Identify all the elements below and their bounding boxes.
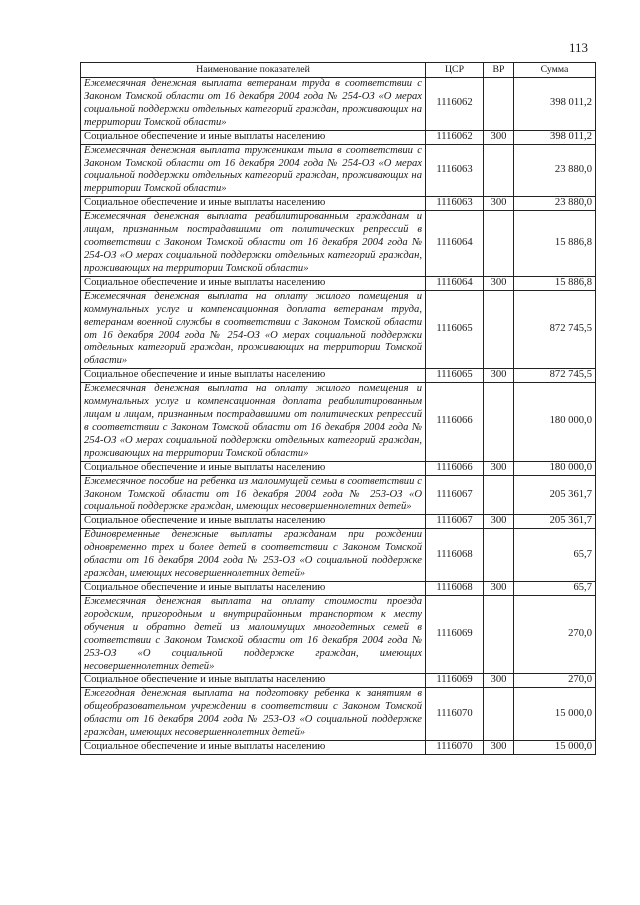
cell-name: Ежемесячная денежная выплата на оплату стоимости проезда городским, пригородным и внутрирайонным транспортом к месту обучения и обратно детей из малоимущих многодетных семей в соответствии с Законом Томской области от 16 декабря 2004 года № 253-ОЗ «О социальной поддержке граждан, имеющих несовершеннолетних детей» [81, 596, 426, 674]
cell-name: Ежемесячное пособие на ребенка из малоимущей семьи в соответствии с Законом Томской области от 16 декабря 2004 года № 253-ОЗ «О социальной поддержке граждан, имеющих несовершеннолетних детей» [81, 475, 426, 515]
table-header-row [81, 63, 596, 78]
cell-vr [484, 596, 514, 674]
cell-csr: 1116065 [426, 369, 484, 383]
cell-vr [484, 475, 514, 515]
cell-csr: 1116067 [426, 475, 484, 515]
cell-name: Социальное обеспечение и иные выплаты населению [81, 582, 426, 596]
cell-vr: 300 [484, 197, 514, 211]
cell-sum: 872 745,5 [514, 369, 596, 383]
cell-sum: 15 000,0 [514, 688, 596, 741]
cell-name: Социальное обеспечение и иные выплаты населению [81, 276, 426, 290]
cell-csr: 1116067 [426, 515, 484, 529]
cell-sum: 872 745,5 [514, 290, 596, 368]
cell-name: Социальное обеспечение и иные выплаты населению [81, 515, 426, 529]
cell-sum: 23 880,0 [514, 144, 596, 197]
cell-name: Социальное обеспечение и иные выплаты населению [81, 741, 426, 755]
cell-name: Социальное обеспечение и иные выплаты населению [81, 130, 426, 144]
header-name: Наименование показателей [81, 63, 426, 78]
cell-sum: 398 011,2 [514, 130, 596, 144]
table-row-item [81, 688, 596, 741]
table-row-item [81, 529, 596, 582]
header-vr: ВР [484, 63, 514, 78]
cell-name: Ежегодная денежная выплата на подготовку ребенка к занятиям в общеобразовательном учреждении в соответствии с Законом Томской области от 16 декабря 2004 года № 253-ОЗ «О социальной поддержке граждан, имеющих несовершеннолетних детей» [81, 688, 426, 741]
cell-csr: 1116068 [426, 529, 484, 582]
cell-vr [484, 211, 514, 277]
cell-name: Социальное обеспечение и иные выплаты населению [81, 369, 426, 383]
table-row-subtotal [81, 515, 596, 529]
cell-sum: 205 361,7 [514, 515, 596, 529]
cell-vr [484, 144, 514, 197]
cell-csr: 1116065 [426, 290, 484, 368]
table-row-subtotal [81, 130, 596, 144]
cell-vr: 300 [484, 582, 514, 596]
cell-csr: 1116069 [426, 674, 484, 688]
cell-csr: 1116062 [426, 130, 484, 144]
cell-sum: 15 886,8 [514, 276, 596, 290]
cell-name: Ежемесячная денежная выплата на оплату жилого помещения и коммунальных услуг и компенсационная доплата реабилитированным лицам и лицам, признанным пострадавшими от политических репрессий в соответствии с Законом Томской области от 16 декабря 2004 года № 254-ОЗ «О мерах социальной поддержки отдельных категорий граждан, проживающих на территории Томской области» [81, 383, 426, 461]
cell-name: Единовременные денежные выплаты гражданам при рождении одновременно трех и более детей в соответствии с Законом Томской области от 16 декабря 2004 года № 253-ОЗ «О социальной поддержке граждан, имеющих несовершеннолетних детей» [81, 529, 426, 582]
cell-csr: 1116062 [426, 78, 484, 131]
cell-vr: 300 [484, 276, 514, 290]
table-row-item [81, 475, 596, 515]
cell-sum: 65,7 [514, 529, 596, 582]
cell-csr: 1116070 [426, 688, 484, 741]
header-csr: ЦСР [426, 63, 484, 78]
cell-vr [484, 529, 514, 582]
table-row-item [81, 144, 596, 197]
cell-sum: 15 886,8 [514, 211, 596, 277]
cell-csr: 1116064 [426, 276, 484, 290]
table-row-item [81, 596, 596, 674]
page-number: 113 [568, 40, 588, 55]
cell-sum: 270,0 [514, 596, 596, 674]
cell-sum: 398 011,2 [514, 78, 596, 131]
cell-csr: 1116066 [426, 383, 484, 461]
cell-sum: 180 000,0 [514, 383, 596, 461]
cell-name: Ежемесячная денежная выплата труженикам тыла в соответствии с Законом Томской области от 16 декабря 2004 года № 254-ОЗ «О мерах социальной поддержки отдельных категорий граждан, проживающих на территории Томской области» [81, 144, 426, 197]
table-row-item [81, 290, 596, 368]
cell-vr: 300 [484, 130, 514, 144]
cell-name: Ежемесячная денежная выплата реабилитированным гражданам и лицам, признанным пострадавшими от политических репрессий в соответствии с Законом Томской области от 16 декабря 2004 года № 254-ОЗ «О мерах социальной поддержки отдельных категорий граждан, проживающих на территории Томской области» [81, 211, 426, 277]
cell-vr: 300 [484, 461, 514, 475]
cell-vr [484, 688, 514, 741]
table-row-subtotal [81, 461, 596, 475]
cell-csr: 1116063 [426, 144, 484, 197]
table-body [81, 78, 596, 755]
cell-csr: 1116070 [426, 741, 484, 755]
cell-csr: 1116068 [426, 582, 484, 596]
cell-name: Социальное обеспечение и иные выплаты населению [81, 674, 426, 688]
cell-vr: 300 [484, 369, 514, 383]
cell-name: Ежемесячная денежная выплата на оплату жилого помещения и коммунальных услуг и компенсационная доплата ветеранам труда, ветеранам военной службы в соответствии с Законом Томской области от 16 декабря 2004 года № 254-ОЗ «О мерах социальной поддержки отдельных категорий граждан, проживающих на территории Томской области» [81, 290, 426, 368]
table-row-item [81, 78, 596, 131]
table-row-item [81, 383, 596, 461]
cell-sum: 180 000,0 [514, 461, 596, 475]
cell-vr: 300 [484, 515, 514, 529]
table-row-subtotal [81, 276, 596, 290]
cell-vr [484, 78, 514, 131]
table-row-subtotal [81, 369, 596, 383]
cell-csr: 1116066 [426, 461, 484, 475]
cell-name: Социальное обеспечение и иные выплаты населению [81, 461, 426, 475]
cell-name: Ежемесячная денежная выплата ветеранам труда в соответствии с Законом Томской области от 16 декабря 2004 года № 254-ОЗ «О мерах социальной поддержки отдельных категорий граждан, проживающих на территории Томской области» [81, 78, 426, 131]
budget-table [80, 62, 596, 755]
cell-sum: 270,0 [514, 674, 596, 688]
cell-sum: 65,7 [514, 582, 596, 596]
cell-vr: 300 [484, 741, 514, 755]
cell-csr: 1116063 [426, 197, 484, 211]
cell-sum: 205 361,7 [514, 475, 596, 515]
cell-csr: 1116064 [426, 211, 484, 277]
table-row-item [81, 211, 596, 277]
table-row-subtotal [81, 197, 596, 211]
cell-csr: 1116069 [426, 596, 484, 674]
cell-vr: 300 [484, 674, 514, 688]
cell-name: Социальное обеспечение и иные выплаты населению [81, 197, 426, 211]
table-row-subtotal [81, 674, 596, 688]
cell-sum: 15 000,0 [514, 741, 596, 755]
table-row-subtotal [81, 582, 596, 596]
cell-sum: 23 880,0 [514, 197, 596, 211]
table-row-subtotal [81, 741, 596, 755]
header-sum: Сумма [514, 63, 596, 78]
cell-vr [484, 290, 514, 368]
cell-vr [484, 383, 514, 461]
